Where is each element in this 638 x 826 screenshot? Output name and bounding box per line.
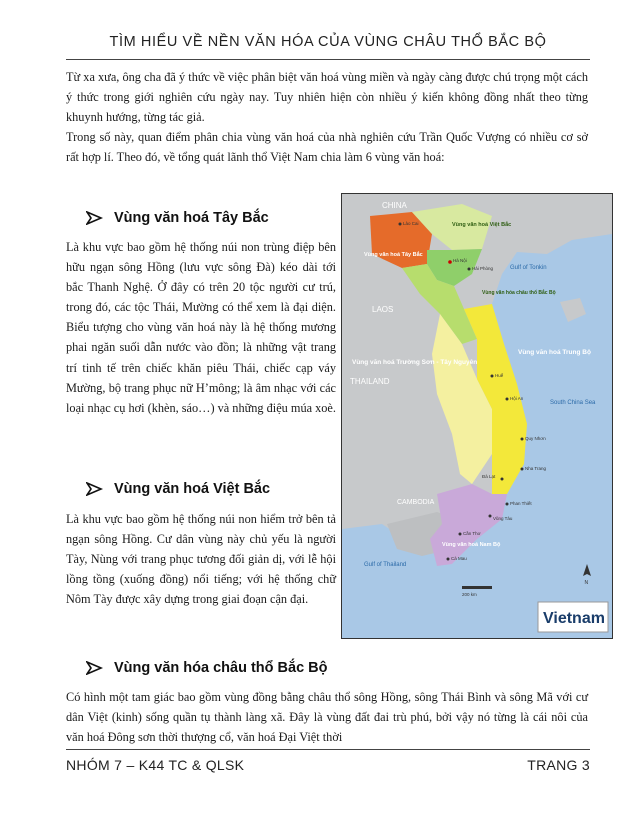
city-label: Cần Thơ (463, 531, 481, 536)
map-label-cambodia: CAMBODIA (397, 499, 435, 506)
section-heading-label: Vùng văn hoá Tây Bắc (114, 210, 269, 226)
city-dot (489, 515, 492, 518)
section-body-bac-bo: Có hình một tam giác bao gồm vùng đồng bằng châu thổ sông Hồng, sông Thái Bình và sông Mã với cư dân Việt (kinh) sống quần tụ thành làng xã. Đây là vùng đất đai trù phú, bởi vậy nó từng là cái nôi của văn hoá Đông sơn thời thượng cổ, văn hoá Đại Việt thời (66, 690, 588, 744)
city-label: Phan Thiết (510, 501, 532, 506)
map-label-gulf-tonkin: Gulf of Tonkin (510, 265, 547, 271)
city-dot (521, 438, 524, 441)
page-header-title: TÌM HIỂU VỀ NỀN VĂN HÓA CỦA VÙNG CHÂU THỔ BẮC BỘ (109, 34, 547, 50)
map-scale-label: 200 km (462, 592, 477, 597)
city-label: Cà Mau (451, 556, 467, 561)
map-label-laos: LAOS (372, 305, 394, 314)
city-label: Vũng Tàu (493, 516, 513, 521)
section-heading-bac-bo (86, 660, 328, 676)
map-region-label-bac-bo: Vùng văn hóa châu thổ Bắc Bộ (482, 290, 556, 296)
city-label: Nha Trang (525, 466, 547, 471)
nam-bo-region (430, 484, 507, 566)
map-region-label-viet-bac: Vùng văn hoá Việt Bắc (452, 222, 512, 228)
city-label: Lào Cai (403, 221, 419, 226)
section-heading-label: Vùng văn hóa châu thổ Bắc Bộ (114, 660, 328, 676)
vietnam-cultural-regions-map (341, 193, 613, 639)
map-region-label-truong-son: Vùng văn hoá Trường Sơn - Tây Nguyên (352, 359, 478, 366)
svg-text:N: N (584, 580, 589, 586)
map-scale-bar (462, 586, 492, 597)
city-dot (459, 533, 462, 536)
city-dot (506, 398, 509, 401)
city-label: Huế (495, 373, 504, 378)
section-body-tay-bac: Là khu vực bao gồm hệ thống núi non trùng điệp bên hữu ngạn sông Hồng (lưu vực sông Đà) kéo dài tới bắc Thanh Nghệ. Ở đây có trên 20 tộc người cư trú, trong đó, các tộc Thái, Mường có thể xem là đại diện. Biểu tượng cho vùng văn hoá này là hệ thống mương phai ngăn suối dẫn nước vào đồn; là những vật trang trí tinh tế trên chiếc khăn piêu Thái, chiếc cạp váy Mường, bộ trang phục nữ H’mông; là âm nhạc với các loại nhạc cụ hơi (khèn, sáo…) và những điệu múa xoè. (66, 240, 336, 415)
city-dot (468, 268, 471, 271)
city-label: Hà Nội (453, 258, 467, 263)
map-label-china: CHINA (382, 201, 407, 210)
city-label: Quy Nhơn (525, 436, 546, 441)
arrow-bullet-icon (86, 661, 104, 675)
city-dot (491, 375, 494, 378)
compass-icon (583, 564, 591, 586)
section-heading-label: Vùng văn hoá Việt Bắc (114, 481, 271, 497)
intro-paragraph-2: Trong số này, quan điểm phân chia vùng văn hoá của nhà nghiên cứu Trần Quốc Vượng có nhiều cơ sở rất hợp lí. Theo đó, về tổng quát lãnh thổ Việt Nam chia làm 6 vùng văn hoá: (66, 130, 588, 164)
city-dot (399, 223, 402, 226)
city-dot (506, 503, 509, 506)
section-heading-viet-bac (86, 481, 270, 497)
city-dot (448, 260, 452, 264)
header-divider (66, 59, 590, 60)
footer-page-number: TRANG 3 (527, 757, 590, 773)
section-heading-tay-bac (86, 210, 269, 226)
city-dot (521, 468, 524, 471)
city-label: Hải Phòng (472, 266, 494, 271)
city-dot (447, 558, 450, 561)
map-label-thailand: THAILAND (350, 377, 390, 386)
map-region-label-tay-bac: Vùng văn hoá Tây Bắc (364, 252, 423, 258)
city-label: Hội An (510, 396, 524, 401)
map-title-vietnam: Vietnam (543, 610, 605, 627)
map-region-label-nam-bo: Vùng văn hoá Nam Bộ (442, 542, 501, 548)
footer-group-label: NHÓM 7 – K44 TC & QLSK (66, 757, 245, 773)
arrow-bullet-icon (86, 482, 104, 496)
map-region-label-trung-bo: Vùng văn hoá Trung Bộ (518, 349, 591, 356)
city-dot (501, 478, 504, 481)
map-label-china-sea: South China Sea (550, 400, 596, 406)
city-label: Đà Lạt (482, 474, 496, 479)
section-body-viet-bac: Là khu vực bao gồm hệ thống núi non hiểm trở bên tả ngạn sông Hồng. Cư dân vùng này chủ yếu là người Tày, Nùng với trang phục tương đối giản dị, với lễ hội lồng tồng (xuống đồng) nổi tiếng; với hệ thống chữ Nôm Tày được xây dựng trong giai đoạn cận đại. (66, 512, 336, 607)
map-label-gulf-thailand: Gulf of Thailand (364, 562, 407, 568)
arrow-bullet-icon (86, 211, 104, 225)
footer-divider (66, 749, 590, 750)
hainan-island (560, 298, 586, 322)
intro-paragraph-1: Từ xa xưa, ông cha đã ý thức về việc phân biệt văn hoá vùng miền và ngày càng được chú trọng một cách ý thức trong giới nghiên cứu ngày nay. Tuy nhiên hiện còn nhiều ý kiến không đồng nhất theo từng khuynh hướng, từng tác giả. (66, 70, 588, 124)
